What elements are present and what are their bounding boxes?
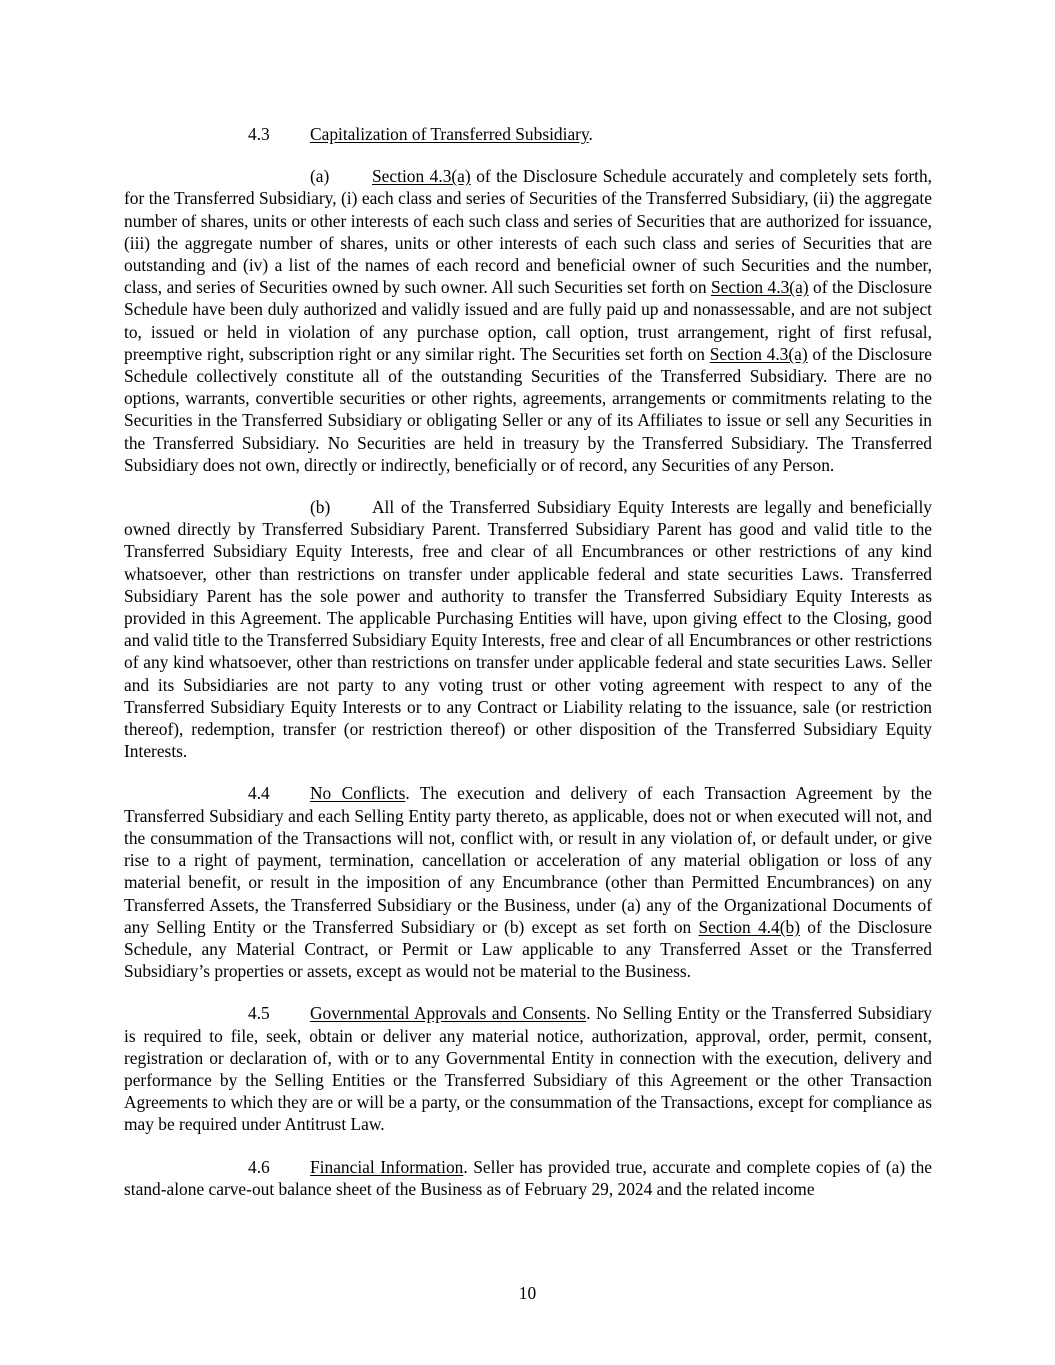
section-number: 4.3 bbox=[248, 124, 270, 144]
section-number: 4.5 bbox=[248, 1003, 270, 1024]
section-4-4-paragraph: 4.4 No Conflicts. The execution and delivery of each Transaction Agreement by the Transferred Subsidiary and each Selling Entity party thereto, as applicable, does not or when executed will not, and the consummation of the Transactions will not, conflict with, or result in any violation of, or default under, or give rise to a right of payment, termination, cancellation or acceleration of any material obligation or loss of any material benefit, or result in the imposition of any Encumbrance (other than Permitted Encumbrances) on any Transferred Assets, the Transferred Subsidiary or the Business, under (a) any of the Organizational Documents of any Selling Entity or the Transferred Subsidiary or (b) except as set forth on Section 4.4(b) of the Disclosure Schedule, any Material Contract, or Permit or Law applicable to any Transferred Asset or the Transferred Subsidiary’s properties or assets, except as would not be material to the Business. bbox=[124, 783, 933, 982]
section-4-3-heading: 4.3 Capitalization of Transferred Subsidiary. bbox=[248, 124, 593, 144]
cross-reference: Section 4.3(a) bbox=[709, 343, 808, 364]
page-number: 10 bbox=[518, 1283, 537, 1303]
section-4-3-a-paragraph: (a) Section 4.3(a) of the Disclosure Schedule accurately and completely sets forth, for the Transferred Subsidiary, (i) each class and series of Securities of the Transferred Subsidiary, (ii) the aggregate number of shares, units or other interests of each such class and series of Securities that are authorized for issuance, (iii) the aggregate number of shares, units or other interests of each such class and series of Securities that are outstanding and (iv) a list of the names of each record and beneficial owner of such Securities and the number, class, and series of Securities owned by such owner. All such Securities set forth on Section 4.3(a) of the Disclosure Schedule have been duly authorized and validly issued and are fully paid up and nonassessable, and are not subject to, issued or held in violation of any purchase option, call option, trust arrangement, right of first refusal, preemptive right, subscription right or any similar right. The Securities set forth on Section 4.3(a) of the Disclosure Schedule collectively constitute all of the outstanding Securities of the Transferred Subsidiary. There are no options, warrants, convertible securities or other rights, agreements, arrangements or commitments relating to the Securities in the Transferred Subsidiary or obligating Seller or any of its Affiliates to issue or sell any Securities in the Transferred Subsidiary. No Securities are held in treasury by the Transferred Subsidiary. The Transferred Subsidiary does not own, directly or indirectly, beneficially or of record, any Securities of any Person. bbox=[124, 166, 933, 475]
section-number: 4.4 bbox=[248, 783, 270, 804]
section-title: Governmental Approvals and Consents bbox=[310, 1003, 587, 1024]
subsection-label: (a) bbox=[310, 166, 330, 187]
subsection-label: (b) bbox=[310, 497, 331, 518]
cross-reference: Section 4.3(a) bbox=[710, 277, 809, 298]
document-page bbox=[124, 123, 932, 1200]
section-title: Financial Information bbox=[310, 1156, 464, 1177]
cross-reference: Section 4.3(a) bbox=[372, 166, 471, 187]
cross-reference: Section 4.4(b) bbox=[698, 916, 800, 937]
section-number: 4.6 bbox=[248, 1156, 270, 1177]
section-4-5-paragraph: 4.5 Governmental Approvals and Consents. No Selling Entity or the Transferred Subsidiary is required to file, seek, obtain or deliver any material notice, authorization, approval, order, permit, consent, registration or declaration of, with or to any Governmental Entity in connection with the execution, delivery and performance by the Selling Entities or the Transferred Subsidiary of this Agreement or the other Transaction Agreements to which they are or will be a party, or the consummation of the Transactions, except for compliance as may be required under Antitrust Law. bbox=[124, 1003, 932, 1135]
section-4-3-b-paragraph: (b) All of the Transferred Subsidiary Equity Interests are legally and beneficially owned directly by Transferred Subsidiary Parent. Transferred Subsidiary Parent has good and valid title to the Transferred Subsidiary Equity Interests, free and clear of all Encumbrances or other restrictions of any kind whatsoever, other than restrictions on transfer under applicable federal and state securities Laws. Transferred Subsidiary Parent has the sole power and authority to transfer the Transferred Subsidiary Equity Interests as provided in this Agreement. The applicable Purchasing Entities will have, upon giving effect to the Closing, good and valid title to the Transferred Subsidiary Equity Interests, free and clear of all Encumbrances or other restrictions of any kind whatsoever, other than restrictions on transfer under applicable federal and state securities Laws. Seller and its Subsidiaries are not party to any voting trust or other voting agreement with respect to any of the Transferred Subsidiary Equity Interests or to any Contract or Liability relating to the issuance, sale (or restriction thereof), redemption, transfer (or restriction thereof) or other disposition of the Transferred Subsidiary Equity Interests. bbox=[124, 497, 932, 762]
section-title: Capitalization of Transferred Subsidiary bbox=[310, 124, 589, 144]
section-title: No Conflicts bbox=[310, 783, 406, 804]
section-4-6-paragraph: 4.6 Financial Information. Seller has provided true, accurate and complete copies of (a) the stand-alone carve-out balance sheet of the Business as of February 29, 2024 and the related income bbox=[124, 1156, 932, 1199]
